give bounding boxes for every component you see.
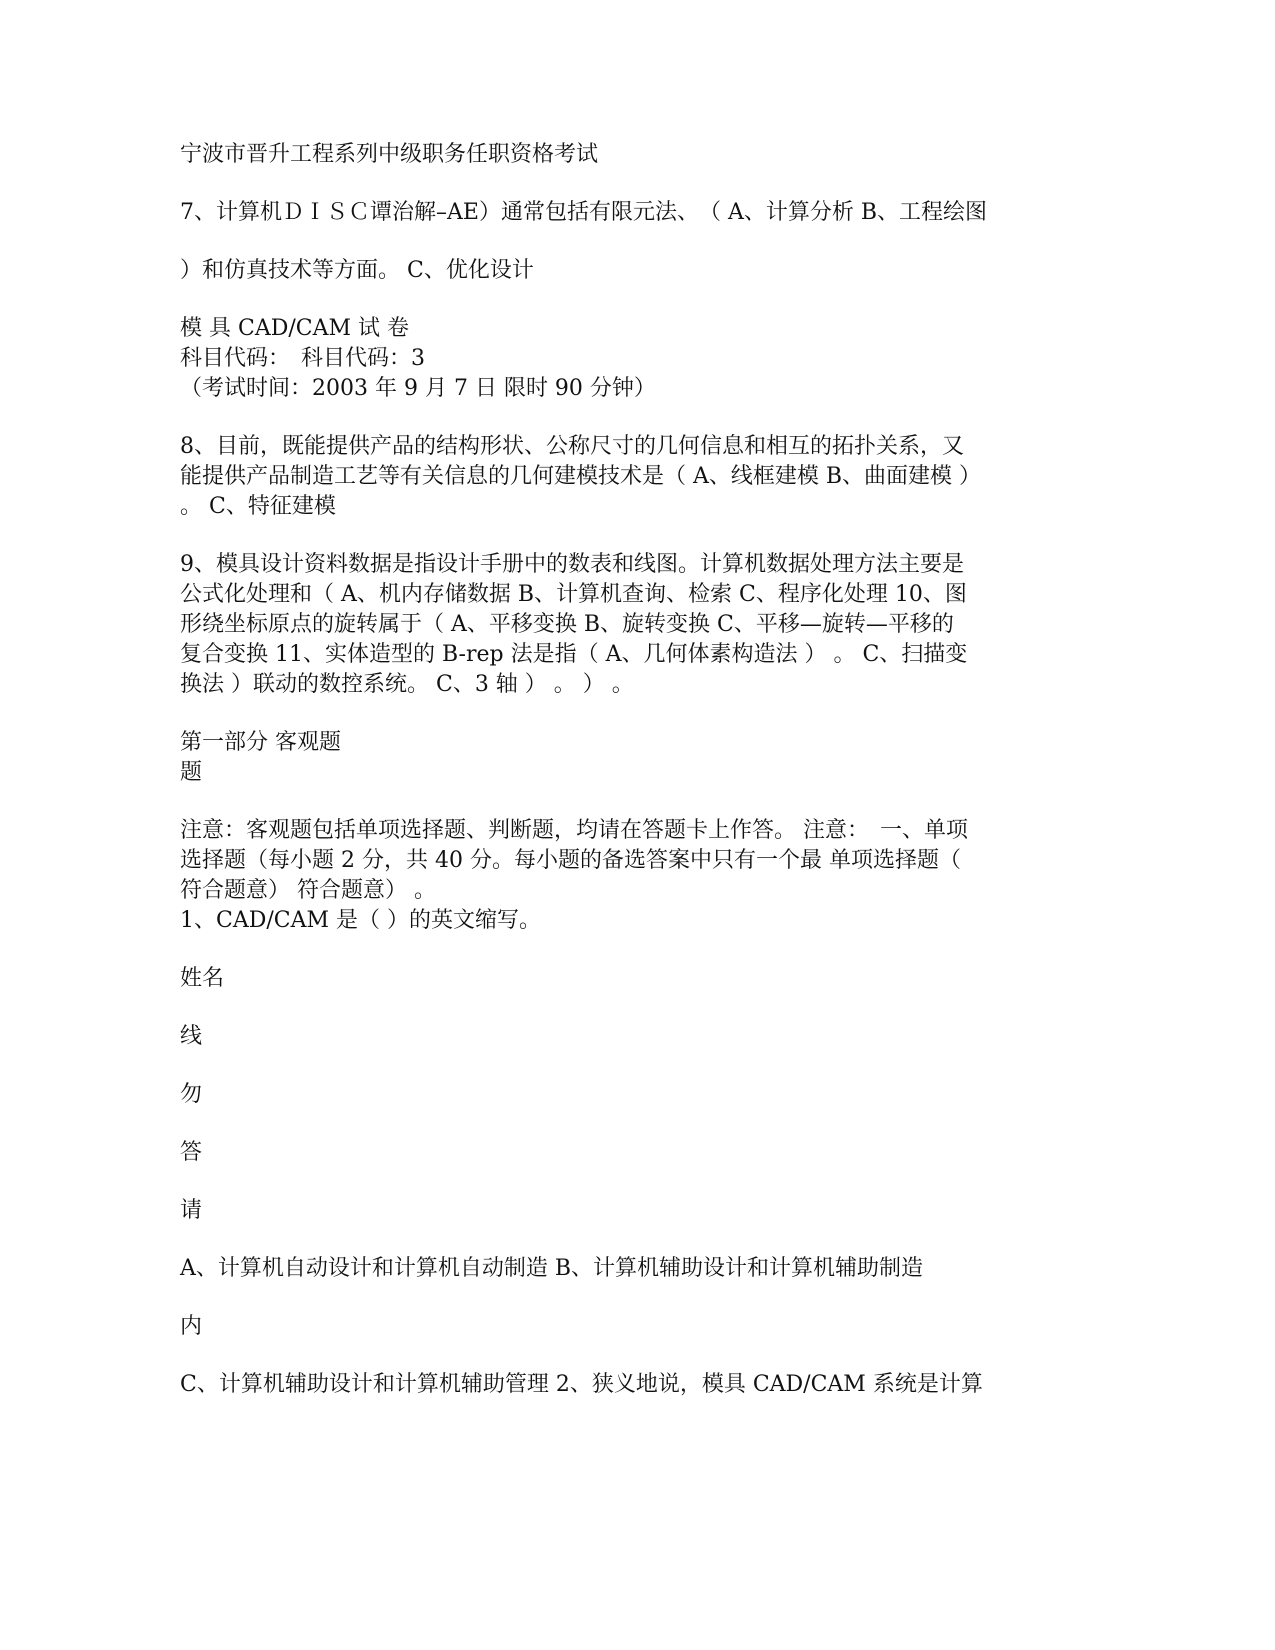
- question-1: 1、CAD/CAM 是（ ）的英文缩写。: [180, 908, 542, 933]
- notice-line-2: 选择题（每小题 2 分，共 40 分。每小题的备选答案中只有一个最 单项选择题（: [180, 848, 961, 873]
- question-8-line-2: 能提供产品制造工艺等有关信息的几何建模技术是（ A、线框建模 B、曲面建模 ）: [180, 464, 982, 489]
- margin-name-label: 姓名: [180, 966, 225, 991]
- question-8: [180, 432, 1060, 522]
- question-9-line-2: 公式化处理和（ A、机内存储数据 B、计算机查询、检索 C、程序化处理 10、图: [180, 582, 967, 607]
- margin-qing-char: 请: [180, 1198, 203, 1223]
- question-9-line-5: 换法 ）联动的数控系统。 C、3 轴 ） 。 ） 。: [180, 672, 634, 697]
- question-7-line-2: ）和仿真技术等方面。 C、优化设计: [180, 258, 534, 283]
- margin-da-char: 答: [180, 1140, 203, 1165]
- question-7: [180, 198, 1060, 286]
- exam-title: 模 具 CAD/CAM 试 卷: [180, 316, 409, 341]
- document-page: [180, 140, 1060, 1400]
- part-title-line-1: 第一部分 客观题: [180, 730, 341, 755]
- question-9-line-1: 9、模具设计资料数据是指设计手册中的数表和线图。计算机数据处理方法主要是: [180, 552, 964, 577]
- question-9-line-3: 形绕坐标原点的旋转属于（ A、平移变换 B、旋转变换 C、平移—旋转—平移的: [180, 612, 954, 637]
- notice-line-3: 符合题意） 符合题意） 。: [180, 878, 436, 903]
- exam-info: [180, 314, 1060, 404]
- question-9: [180, 550, 1060, 700]
- question-1-option-c-and-question-2: C、计算机辅助设计和计算机辅助管理 2、狭义地说，模具 CAD/CAM 系统是计算: [180, 1372, 983, 1397]
- margin-nei-char: 内: [180, 1314, 203, 1339]
- document-header: 宁波市晋升工程系列中级职务任职资格考试: [180, 142, 599, 167]
- notice-section: [180, 816, 1060, 936]
- margin-line-char: 线: [180, 1024, 203, 1049]
- question-8-line-1: 8、目前，既能提供产品的结构形状、公称尺寸的几何信息和相互的拓扑关系，又: [180, 434, 964, 459]
- exam-time: （考试时间：2003 年 9 月 7 日 限时 90 分钟）: [180, 376, 656, 401]
- part-one-heading: [180, 728, 1060, 788]
- question-8-line-3: 。 C、特征建模: [180, 494, 336, 519]
- notice-line-1: 注意：客观题包括单项选择题、判断题，均请在答题卡上作答。 注意： 一、单项: [180, 818, 968, 843]
- question-1-options-ab: A、计算机自动设计和计算机自动制造 B、计算机辅助设计和计算机辅助制造: [180, 1256, 924, 1281]
- subject-code: 科目代码： 科目代码：3: [180, 346, 425, 371]
- part-title-line-2: 题: [180, 760, 203, 785]
- margin-wu-char: 勿: [180, 1082, 203, 1107]
- question-7-line-1: 7、计算机ＤＩＳＣ谭治解–AE）通常包括有限元法、 （ A、计算分析 B、工程绘图: [180, 200, 987, 225]
- question-9-line-4: 复合变换 11、实体造型的 B-rep 法是指（ A、几何体素构造法 ） 。 C、扫描变: [180, 642, 968, 667]
